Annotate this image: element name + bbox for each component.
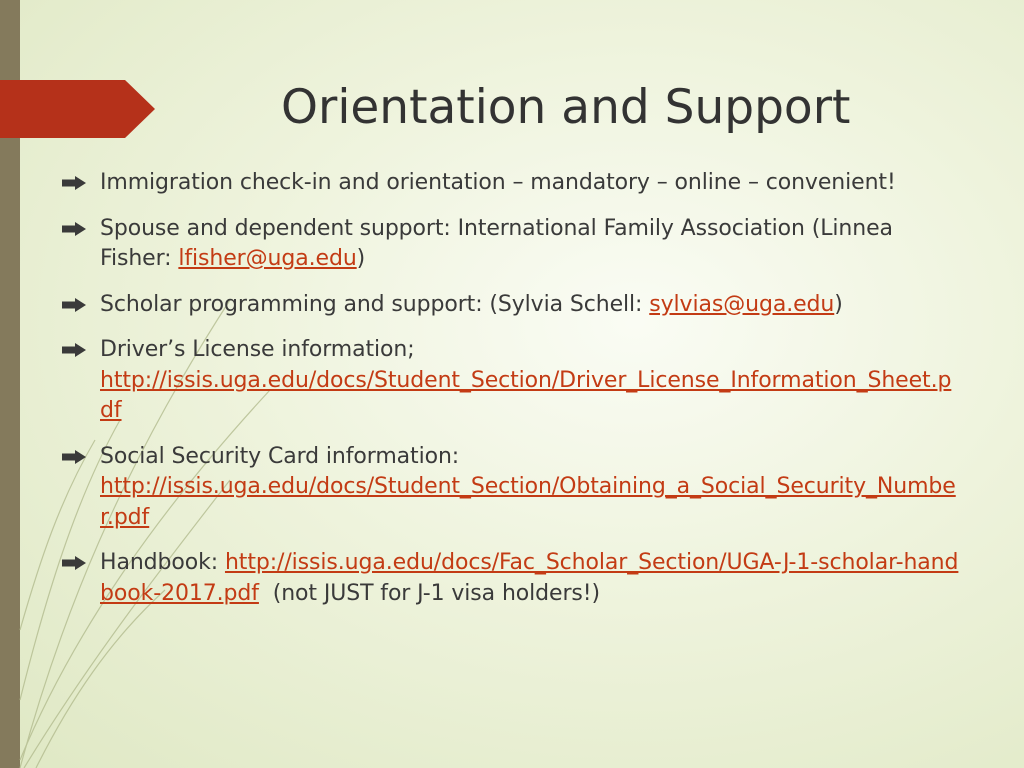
slide-title: Orientation and Support <box>281 80 851 135</box>
bullet-list <box>60 168 965 624</box>
bullet-text: Social Security Card information: <box>100 443 460 469</box>
arrow-right-icon <box>62 343 86 357</box>
drivers-license-pdf-link[interactable]: http://issis.uga.edu/docs/Student_Section/Driver_License_Information_Sheet.pdf <box>100 367 952 423</box>
social-security-pdf-link[interactable]: http://issis.uga.edu/docs/Student_Section/Obtaining_a_Social_Security_Number.pdf <box>100 474 956 530</box>
arrow-right-icon <box>62 450 86 464</box>
bullet-item-spouse-support <box>60 214 965 275</box>
bullet-text-suffix: (not JUST for J-1 visa holders!) <box>258 580 600 606</box>
bullet-item-orientation <box>60 168 965 199</box>
email-link-lfisher[interactable]: lfisher@uga.edu <box>178 246 357 271</box>
arrow-right-icon <box>62 176 86 190</box>
bullet-text: Spouse and dependent support: International Family Association (Linnea Fisher: <box>100 215 893 271</box>
bullet-text: Immigration check-in and orientation – mandatory – online – convenient! <box>100 170 896 195</box>
bullet-item-drivers-license <box>60 335 965 427</box>
bullet-text-suffix: ) <box>834 291 843 317</box>
email-link-sylvias[interactable]: sylvias@uga.edu <box>649 291 835 317</box>
bullet-item-scholar-programming <box>60 290 965 321</box>
bullet-text: Driver’s License information; <box>100 337 415 362</box>
bullet-item-social-security <box>60 442 965 534</box>
handbook-pdf-link[interactable]: http://issis.uga.edu/docs/Fac_Scholar_Section/UGA-J-1-scholar-handbook-2017.pdf <box>100 550 959 606</box>
arrow-right-icon <box>62 556 86 570</box>
bullet-text-suffix: ) <box>356 246 366 271</box>
arrow-right-icon <box>62 298 86 312</box>
bullet-text: Handbook: <box>100 550 225 575</box>
bullet-item-handbook <box>60 548 965 609</box>
bullet-text: Scholar programming and support: (Sylvia Schell: <box>100 291 650 317</box>
arrow-right-icon <box>62 222 86 236</box>
title-banner-arrow <box>0 80 155 138</box>
